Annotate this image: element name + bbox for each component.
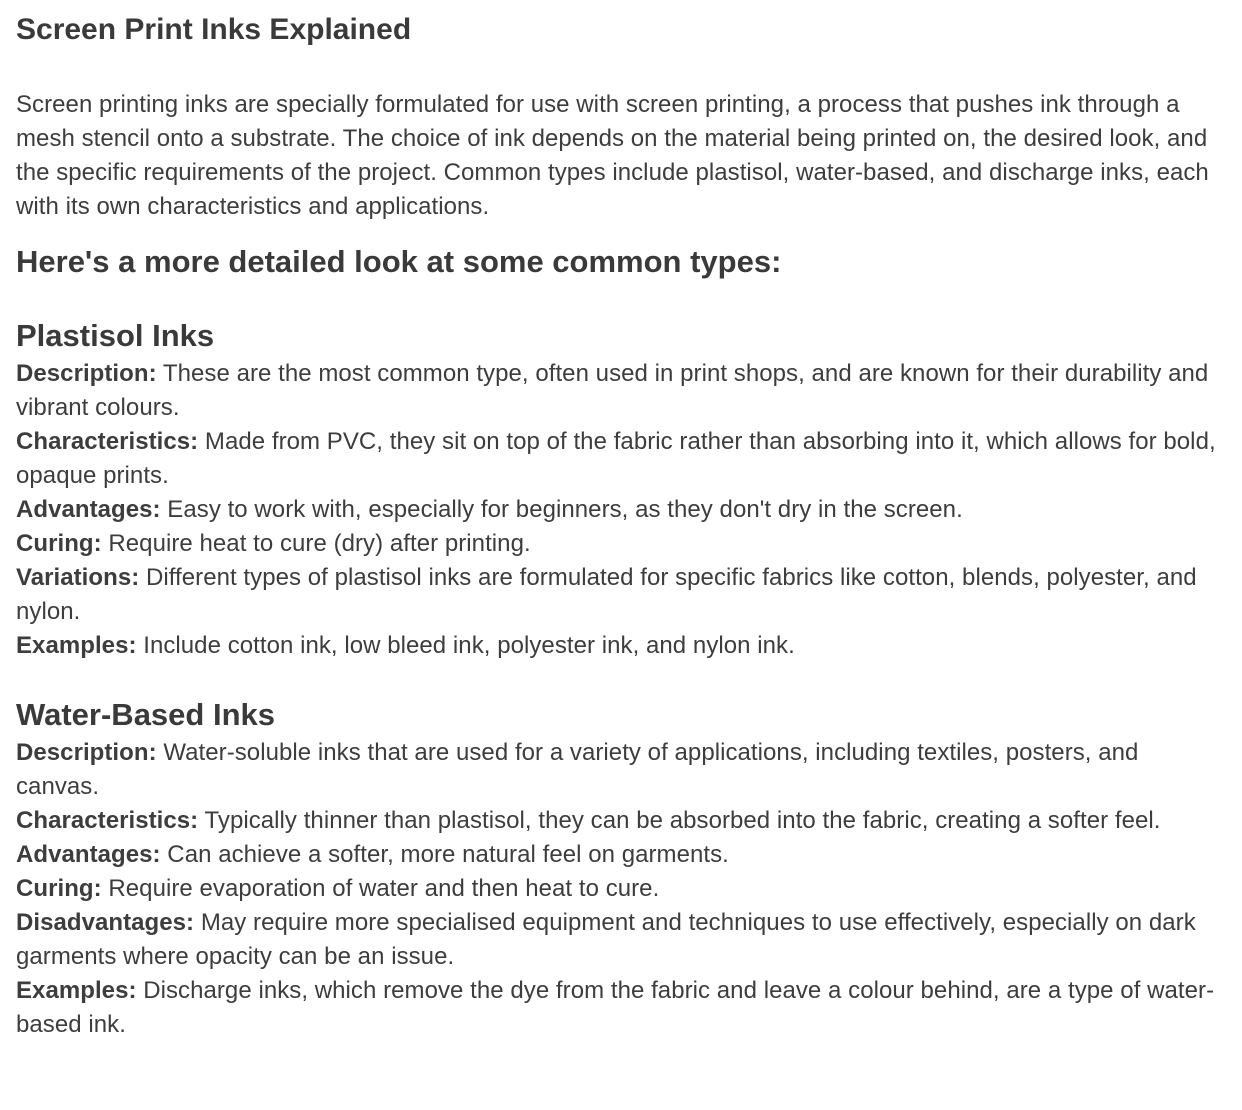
section-intro-heading: Here's a more detailed look at some common types: [16, 244, 782, 279]
field-label: Description: [16, 360, 157, 387]
field-label: Disadvantages: [16, 909, 195, 936]
field-text: These are the most common type, often used in print shops, and are known for their durability and vibrant colours. [16, 360, 1209, 421]
field-text: Easy to work with, especially for beginners, as they don't dry in the screen. [160, 496, 963, 523]
field-text: Typically thinner than plastisol, they can be absorbed into the fabric, creating a softer feel. [198, 807, 1161, 834]
field-text: May require more specialised equipment and techniques to use effectively, especially on dark garments where opacity can be an issue. [16, 909, 1196, 970]
section-title: Plastisol Inks [16, 318, 215, 353]
field-disadvantages [16, 906, 1226, 974]
field-variations [16, 561, 1226, 629]
field-label: Advantages: [16, 841, 161, 868]
field-examples [16, 974, 1226, 1042]
field-label: Description: [16, 739, 157, 766]
field-description [16, 736, 1226, 804]
field-curing [16, 872, 1226, 906]
field-characteristics [16, 804, 1226, 838]
field-text: Discharge inks, which remove the dye from the fabric and leave a colour behind, are a type of water-based ink. [16, 977, 1215, 1038]
field-label: Examples: [16, 632, 137, 659]
intro-paragraph: Screen printing inks are specially formulated for use with screen printing, a process that pushes ink through a mesh stencil onto a substrate. The choice of ink depends on the material being printed on, the desired look, and the specific requirements of the project. Common types include plastisol, water-based, and discharge inks, each with its own characteristics and applications. [16, 91, 1209, 220]
field-text: Made from PVC, they sit on top of the fabric rather than absorbing into it, which allows for bold, opaque prints. [16, 428, 1216, 489]
field-advantages [16, 493, 1226, 527]
field-description [16, 357, 1226, 425]
field-characteristics [16, 425, 1226, 493]
field-label: Variations: [16, 564, 140, 591]
field-label: Curing: [16, 530, 102, 557]
field-curing [16, 527, 1226, 561]
field-text: Require heat to cure (dry) after printing. [101, 530, 531, 557]
field-text: Include cotton ink, low bleed ink, polyester ink, and nylon ink. [136, 632, 795, 659]
section-title: Water-Based Inks [16, 697, 275, 732]
field-text: Require evaporation of water and then heat to cure. [101, 875, 660, 902]
document-title: Screen Print Inks Explained [16, 13, 412, 46]
field-text: Different types of plastisol inks are formulated for specific fabrics like cotton, blends, polyester, and nylon. [16, 564, 1197, 625]
field-label: Examples: [16, 977, 137, 1004]
section-water-based-inks [16, 694, 1226, 1042]
field-examples [16, 629, 1226, 663]
field-advantages [16, 838, 1226, 872]
field-label: Characteristics: [16, 807, 199, 834]
field-text: Can achieve a softer, more natural feel on garments. [160, 841, 729, 868]
field-label: Curing: [16, 875, 102, 902]
section-plastisol-inks [16, 315, 1226, 663]
field-label: Characteristics: [16, 428, 199, 455]
field-text: Water-soluble inks that are used for a variety of applications, including textiles, posters, and canvas. [16, 739, 1139, 800]
field-label: Advantages: [16, 496, 161, 523]
